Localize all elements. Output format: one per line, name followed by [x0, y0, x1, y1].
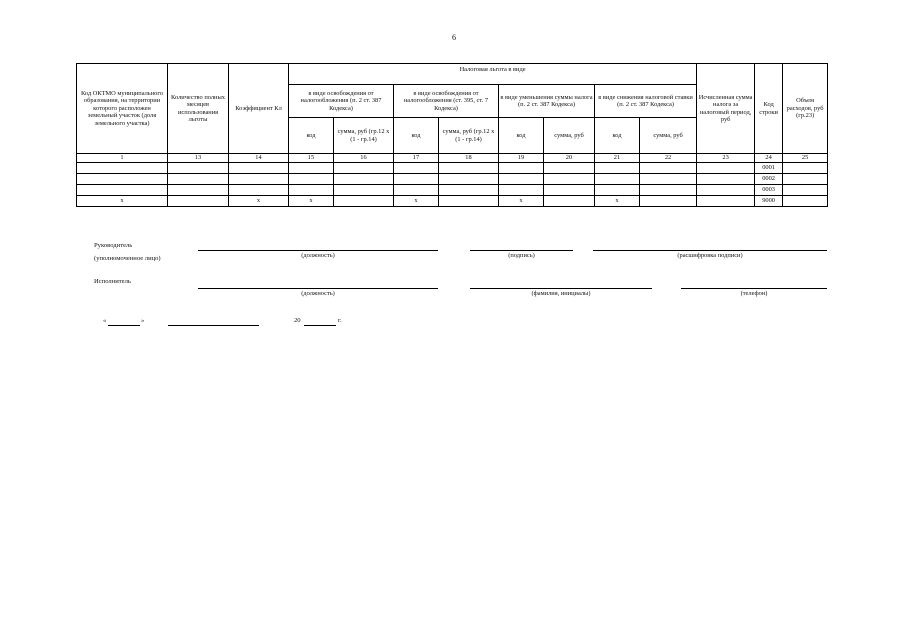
header-code: код	[289, 118, 334, 154]
table-cell: 0001	[755, 163, 783, 174]
table-cell: 9000	[755, 196, 783, 207]
table-cell	[595, 185, 640, 196]
column-number-row	[77, 154, 828, 163]
column-number: 14	[229, 154, 289, 163]
table-cell	[439, 163, 499, 174]
table-cell	[640, 196, 697, 207]
table-row	[77, 174, 828, 185]
table-cell	[168, 185, 229, 196]
table-cell	[77, 174, 168, 185]
table-cell	[168, 174, 229, 185]
table-cell	[640, 163, 697, 174]
header-line-code: Код строки	[755, 64, 783, 154]
column-number: 21	[595, 154, 640, 163]
table-cell: x	[595, 196, 640, 207]
column-number: 18	[439, 154, 499, 163]
executor-label: Исполнитель	[94, 278, 131, 285]
date-year-suffix: г.	[338, 317, 342, 324]
executor-position-caption: (должность)	[301, 290, 335, 297]
position-field-line[interactable]	[198, 250, 438, 251]
header-code: код	[394, 118, 439, 154]
header-reduce-sum: в виде уменьшения суммы налога (п. 2 ст. 387 Кодекса)	[499, 85, 595, 118]
date-quote-close: »	[141, 317, 145, 324]
table-cell: x	[229, 196, 289, 207]
table-cell	[439, 196, 499, 207]
signature-decode-field-line[interactable]	[593, 250, 827, 251]
table-cell	[783, 185, 828, 196]
position-caption: (должность)	[301, 252, 335, 259]
table-cell	[394, 185, 439, 196]
header-exempt-387: в виде освобождения от налогообложения (п. 2 ст. 387 Кодекса)	[289, 85, 394, 118]
table-cell	[229, 185, 289, 196]
header-code: код	[499, 118, 544, 154]
table-cell: x	[394, 196, 439, 207]
table-cell	[697, 196, 755, 207]
table-cell: x	[289, 196, 334, 207]
date-year-field-line[interactable]	[304, 325, 336, 326]
date-quote-open: «	[103, 317, 107, 324]
table-cell	[640, 185, 697, 196]
header-sum-rub: сумма, руб	[640, 118, 697, 154]
table-cell: x	[499, 196, 544, 207]
table-cell	[289, 185, 334, 196]
header-sum-formula: сумма, руб (гр.12 x (1 - гр.14)	[439, 118, 499, 154]
table-cell	[697, 174, 755, 185]
header-exempt-395: в виде освобождения от налогообложения (ст. 395, ст. 7 Кодекса)	[394, 85, 499, 118]
table-cell	[499, 163, 544, 174]
table-row	[77, 185, 828, 196]
head-sub-label: (уполномоченное лицо)	[94, 255, 161, 262]
table-cell	[334, 163, 394, 174]
column-number: 1	[77, 154, 168, 163]
header-code: код	[595, 118, 640, 154]
executor-name-field-line[interactable]	[470, 288, 652, 289]
table-cell: 0003	[755, 185, 783, 196]
head-label: Руководитель	[94, 242, 133, 249]
table-cell	[544, 196, 595, 207]
table-cell	[544, 174, 595, 185]
table-cell	[783, 163, 828, 174]
table-cell	[595, 174, 640, 185]
table-cell	[229, 174, 289, 185]
signature-decode-caption: (расшифровка подписи)	[677, 252, 743, 259]
header-kl: Коэффициент Кл	[229, 64, 289, 154]
table-cell	[334, 185, 394, 196]
date-month-field-line[interactable]	[168, 325, 259, 326]
signature-caption: (подпись)	[508, 252, 535, 259]
column-number: 20	[544, 154, 595, 163]
header-calculated-tax: Исчисленная сумма налога за налоговый период, руб	[697, 64, 755, 154]
table-cell	[439, 174, 499, 185]
tax-benefit-table	[76, 63, 828, 207]
table-cell: 0002	[755, 174, 783, 185]
table-cell: x	[77, 196, 168, 207]
date-year-prefix: 20	[294, 317, 301, 324]
header-sum-rub: сумма, руб	[544, 118, 595, 154]
signature-field-line[interactable]	[470, 250, 573, 251]
table-cell	[394, 163, 439, 174]
table-cell	[168, 163, 229, 174]
table-cell	[334, 174, 394, 185]
table-cell	[334, 196, 394, 207]
executor-phone-field-line[interactable]	[681, 288, 827, 289]
table-cell	[783, 196, 828, 207]
table-row-total	[77, 196, 828, 207]
column-number: 25	[783, 154, 828, 163]
header-expense: Объем расходов, руб (гр.23)	[783, 64, 828, 154]
table-cell	[77, 163, 168, 174]
table-cell	[289, 163, 334, 174]
table-cell	[229, 163, 289, 174]
table-cell	[697, 185, 755, 196]
table-cell	[77, 185, 168, 196]
column-number: 17	[394, 154, 439, 163]
date-day-field-line[interactable]	[108, 325, 140, 326]
table-cell	[499, 185, 544, 196]
executor-name-caption: (фамилия, инициалы)	[531, 290, 591, 297]
header-sum-formula: сумма, руб (гр.12 x (1 - гр.14)	[334, 118, 394, 154]
table-cell	[544, 185, 595, 196]
table-cell	[289, 174, 334, 185]
column-number: 19	[499, 154, 544, 163]
column-number: 22	[640, 154, 697, 163]
table-cell	[168, 196, 229, 207]
table-cell	[640, 174, 697, 185]
table-cell	[439, 185, 499, 196]
column-number: 16	[334, 154, 394, 163]
header-benefit-group: Налоговая льгота в виде	[289, 64, 697, 85]
column-number: 24	[755, 154, 783, 163]
page-number: 6	[452, 33, 456, 42]
table-cell	[544, 163, 595, 174]
executor-phone-caption: (телефон)	[740, 290, 768, 297]
executor-position-field-line[interactable]	[198, 288, 438, 289]
table-cell	[394, 174, 439, 185]
column-number: 23	[697, 154, 755, 163]
column-number: 13	[168, 154, 229, 163]
column-number: 15	[289, 154, 334, 163]
header-months: Количество полных месяцев использования льготы	[168, 64, 229, 154]
table-cell	[697, 163, 755, 174]
table-cell	[783, 174, 828, 185]
table-cell	[499, 174, 544, 185]
header-oktmo: Код ОКТМО муниципального образования, на территории которого расположен земельный участок (доля земельного участка)	[77, 64, 168, 154]
table-row	[77, 163, 828, 174]
table-cell	[595, 163, 640, 174]
header-reduce-rate: в виде снижения налоговой ставки (п. 2 ст. 387 Кодекса)	[595, 85, 697, 118]
